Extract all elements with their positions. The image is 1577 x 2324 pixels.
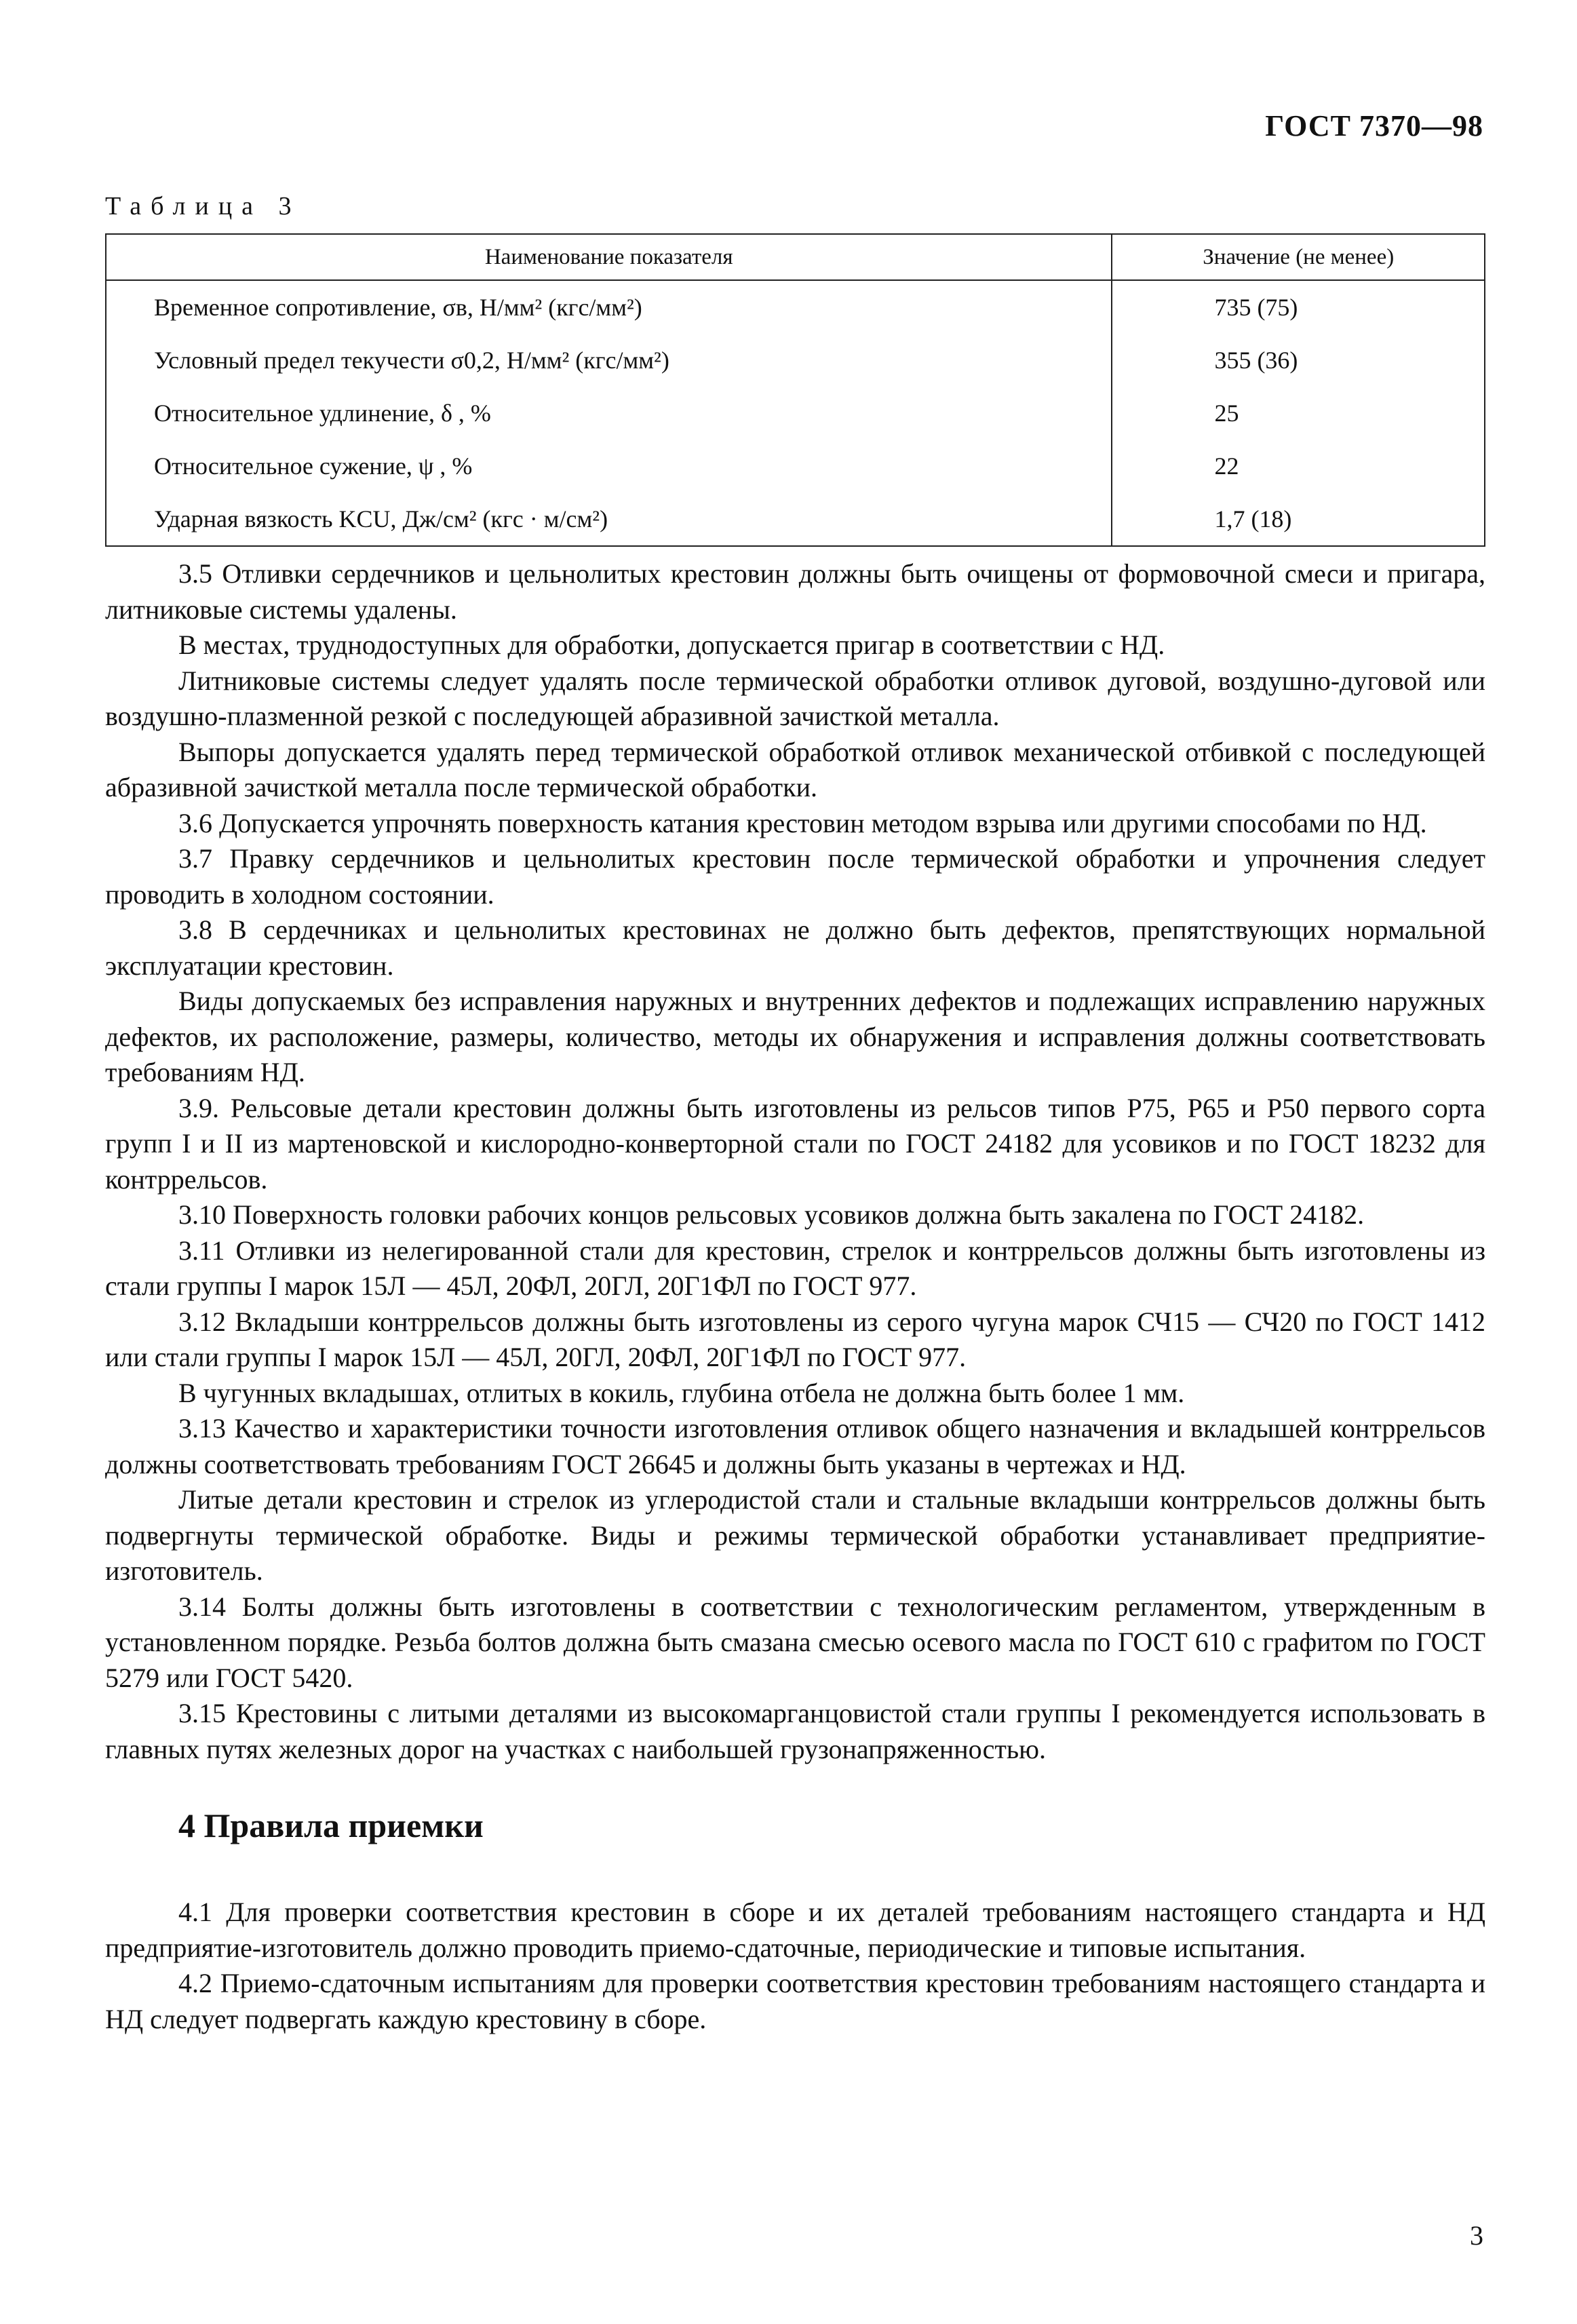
row-name-tensile-strength: Временное сопротивление, σв, Н/мм² (кгс/мм²): [106, 280, 1112, 334]
paragraph-3-12: 3.12 Вкладыши контррельсов должны быть изготовлены из серого чугуна марок СЧ15 — СЧ20 по ГОСТ 1412 или стали группы I марок 15Л — 45Л, 20ГЛ, 20ФЛ, 20Г1ФЛ по ГОСТ 977.: [105, 1306, 1485, 1372]
standard-code: ГОСТ 7370—98: [1265, 109, 1483, 142]
paragraph-3-13: 3.13 Качество и характеристики точности изготовления отливок общего назначения и вкладышей контррельсов должны соответствовать требованиям ГОСТ 26645 и должны быть указаны в чертежах и НД.: [105, 1413, 1485, 1479]
paragraph-3-15: 3.15 Крестовины с литыми деталями из высокомарганцовистой стали группы I рекомендуется использовать в главных путях железных дорог на участках с наибольшей грузонапряженностью.: [105, 1698, 1486, 1764]
table-3: [105, 233, 1485, 547]
row-value-elongation: 25: [1112, 387, 1485, 440]
paragraph-3-14: 3.14 Болты должны быть изготовлены в соответствии с технологическим регламентом, утвержденным в установленном порядке. Резьба болтов должна быть смазана смесью осевого масла по ГОСТ 610 с графитом по ГОСТ 5279 или ГОСТ 5420.: [105, 1591, 1485, 1693]
row-value-yield-strength: 355 (36): [1112, 334, 1485, 387]
paragraph: В местах, труднодоступных для обработки, допускается пригар в соответствии с НД.: [178, 630, 1165, 660]
table-row: [106, 280, 1485, 334]
column-header-value: Значение (не менее): [1112, 234, 1485, 280]
paragraph: Выпоры допускается удалять перед термической обработкой отливок механической отбивкой с последующей абразивной зачисткой металла после термической обработки.: [105, 736, 1485, 802]
paragraph-4-1: 4.1 Для проверки соответствия крестовин в сборе и их деталей требованиям настоящего стандарта и НД предприятие-изготовитель должно проводить приемо-сдаточные, периодические и типовые испытания.: [105, 1897, 1485, 1963]
paragraph-4-2: 4.2 Приемо-сдаточным испытаниям для проверки соответствия крестовин требованиям настоящего стандарта и НД следует подвергать каждую крестовину в сборе.: [105, 1968, 1485, 2034]
table-row: [106, 387, 1485, 440]
page-number: 3: [1470, 2220, 1483, 2251]
row-name-elongation: Относительное удлинение, δ , %: [106, 387, 1112, 440]
table-row: [106, 334, 1485, 387]
row-value-reduction-of-area: 22: [1112, 440, 1485, 492]
paragraph-3-11: 3.11 Отливки из нелегированной стали для крестовин, стрелок и контррельсов должны быть изготовлены из стали группы I марок 15Л — 45Л, 20ФЛ, 20ГЛ, 20Г1ФЛ по ГОСТ 977.: [105, 1235, 1485, 1301]
properties-table: [105, 233, 1485, 547]
paragraph-3-10: 3.10 Поверхность головки рабочих концов рельсовых усовиков должна быть закалена по ГОСТ 24182.: [178, 1199, 1365, 1230]
paragraph: В чугунных вкладышах, отлитых в кокиль, глубина отбела не должна быть более 1 мм.: [178, 1377, 1185, 1408]
section-4-heading: 4 Правила приемки: [178, 1806, 484, 1844]
paragraph-3-6: 3.6 Допускается упрочнять поверхность катания крестовин методом взрыва или другими способами по НД.: [178, 807, 1427, 838]
row-name-yield-strength: Условный предел текучести σ0,2, Н/мм² (кгс/мм²): [106, 334, 1112, 387]
row-value-tensile-strength: 735 (75): [1112, 280, 1485, 334]
table-caption: Таблица 3: [105, 192, 301, 220]
paragraph-3-7: 3.7 Правку сердечников и цельнолитых крестовин после термической обработки и упрочнения следует проводить в холодном состоянии.: [105, 843, 1485, 910]
table-row: [106, 492, 1485, 546]
row-name-impact-toughness: Ударная вязкость KCU, Дж/см² (кгс · м/см²): [106, 492, 1112, 546]
paragraph: Литые детали крестовин и стрелок из углеродистой стали и стальные вкладыши контррельсов должны быть подвергнуты термической обработке. Виды и режимы термической обработки устанавливает предприятие-изготовитель.: [105, 1484, 1485, 1586]
table-header-row: [106, 234, 1485, 280]
paragraph-3-9: 3.9. Рельсовые детали крестовин должны быть изготовлены из рельсов типов Р75, Р65 и Р50 первого сорта групп I и II из мартеновской и кислородно-конверторной стали по ГОСТ 24182 для усовиков и по ГОСТ 18232 для контррельсов.: [105, 1092, 1485, 1195]
paragraph-3-8: 3.8 В сердечниках и цельнолитых крестовинах не должно быть дефектов, препятствующих нормальной эксплуатации крестовин.: [105, 914, 1485, 981]
paragraph: Виды допускаемых без исправления наружных и внутренних дефектов и подлежащих исправлению наружных дефектов, их расположение, размеры, количество, методы их обнаружения и исправления должны соответствовать требованиям НД.: [105, 986, 1485, 1087]
table-row: [106, 440, 1485, 492]
column-header-name: Наименование показателя: [106, 234, 1112, 280]
body-text: [105, 556, 1485, 2037]
row-value-impact-toughness: 1,7 (18): [1112, 492, 1485, 546]
paragraph-3-5: 3.5 Отливки сердечников и цельнолитых крестовин должны быть очищены от формовочной смеси и пригара, литниковые системы удалены.: [105, 558, 1485, 625]
paragraph: Литниковые системы следует удалять после термической обработки отливок дуговой, воздушно-дуговой или воздушно-плазменной резкой с последующей абразивной зачисткой металла.: [105, 665, 1485, 731]
row-name-reduction-of-area: Относительное сужение, ψ , %: [106, 440, 1112, 492]
